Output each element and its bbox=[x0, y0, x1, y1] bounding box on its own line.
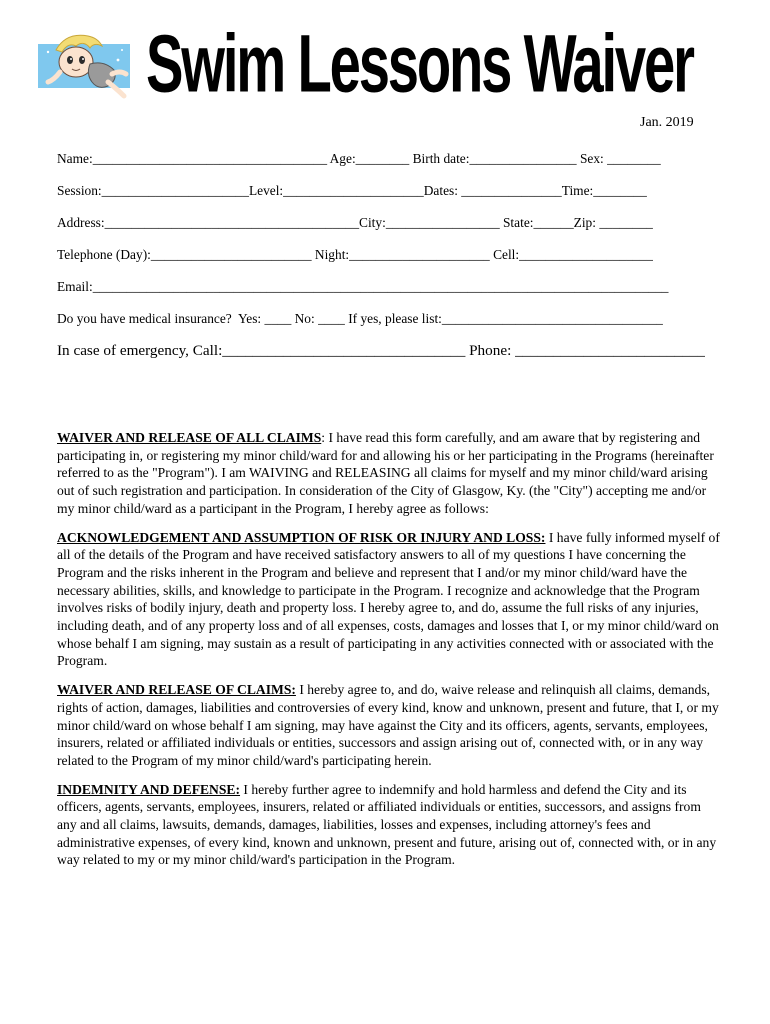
session-level-dates-time-fields[interactable]: Session:______________________Level:_____________________Dates: _______________Time:________ bbox=[57, 183, 647, 198]
section-heading: INDEMNITY AND DEFENSE: bbox=[57, 781, 241, 797]
section-text: I have read this form carefully, and am aware that by registering and participating in, or registering my minor child/ward for and allowing his or her participating in the Programs (hereinafter referred to as the "Program"). I am WAIVING and RELEASING all claims for myself and my minor child/ward arising out of such registration and participation. In consideration of the City of Glasgow, Ky. (the "City") accepting me and/or my minor child/ward as a participant in the Program, I hereby agree as follows: bbox=[57, 430, 714, 516]
name-age-birthdate-sex-fields[interactable]: Name:___________________________________ Age:________ Birth date:________________ Sex: ________ bbox=[57, 151, 661, 166]
page-title: Swim Lessons Waiver bbox=[146, 16, 693, 110]
section-text: I hereby agree to, and do, waive release and relinquish all claims, demands, rights of action, damages, liabilities and controversies of every kind, know and unknown, present and future, that I, or my minor child/ward on whose behalf I am signing, may have against the City and its officers, agents, servants, employees, insurers, related or affiliated individuals or entities, successors and assign arising out of, connected with, or in any way related to the Program of my minor child/ward's participating herein. bbox=[57, 682, 719, 768]
section-heading: WAIVER AND RELEASE OF ALL CLAIMS bbox=[57, 430, 322, 445]
section-text: I have fully informed myself of all of the details of the Program and have received satisfactory answers to all of my questions I have concerning the Program and the risks inherent in the Program and believe and represent that I and/or my minor child/ward have the necessary abilities, skills, and knowledge to participate in the Program. I recognize and acknowledge that the Program involves risks of bodily injury, death and property loss. I hereby agree to, and do, assume the full risks of any injuries, including death, and of any property loss and of all expenses, costs, damages and losses that I, or my minor child/ward on whose behalf I am signing, may sustain as a result of participating in any activities connected with or associated with the Program. bbox=[57, 529, 720, 669]
address-city-state-zip-fields[interactable]: Address:______________________________________City:_________________ State:______Zip: ________ bbox=[57, 215, 653, 230]
cartoon-swimmer-icon bbox=[36, 30, 132, 100]
section-waiver-release-claims bbox=[57, 681, 723, 770]
section-waiver-release-all-claims bbox=[57, 429, 723, 518]
section-text: I hereby further agree to indemnify and hold harmless and defend the City and its officers, agents, servants, employees, insurers, related or affiliated individuals or entities, successors, and assigns from any and all claims, lawsuits, demands, damages, liabilities, losses and expenses, including attorney's fees and administrative expenses, of every kind, known and unknown, present and future, arising out of, connected with, or in any way related to my or my minor child/ward's participation in the Program. bbox=[57, 781, 717, 868]
emergency-contact-fields[interactable]: In case of emergency, Call:________________________________ Phone: _________________________ bbox=[57, 342, 705, 359]
medical-insurance-fields[interactable]: Do you have medical insurance? Yes: ____ No: ____ If yes, please list:_________________________________ bbox=[57, 311, 663, 326]
email-field[interactable]: Email:______________________________________________________________________________________ bbox=[57, 279, 669, 294]
heading-suffix: : bbox=[321, 430, 326, 445]
section-acknowledgement-risk bbox=[57, 529, 723, 671]
form-date: Jan. 2019 bbox=[640, 115, 694, 130]
section-heading: WAIVER AND RELEASE OF CLAIMS: bbox=[57, 682, 296, 698]
section-heading: ACKNOWLEDGEMENT AND ASSUMPTION OF RISK OR INJURY AND LOSS: bbox=[57, 529, 546, 545]
swimmer-logo bbox=[36, 30, 132, 100]
telephone-night-cell-fields[interactable]: Telephone (Day):________________________ Night:_____________________ Cell:____________________ bbox=[57, 247, 654, 262]
waiver-body bbox=[57, 429, 723, 880]
section-indemnity-defense bbox=[57, 781, 723, 870]
